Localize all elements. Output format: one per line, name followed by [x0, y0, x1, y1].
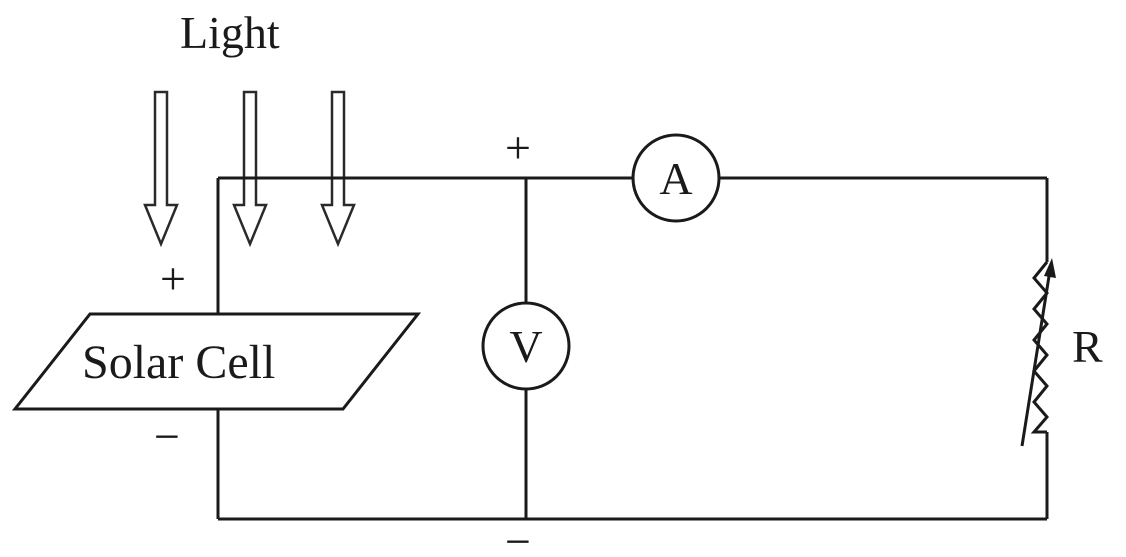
- resistor-label: R: [1072, 321, 1103, 372]
- ammeter: [633, 135, 719, 221]
- resistor-zigzag: [1034, 262, 1047, 432]
- light-arrow-2: [234, 92, 266, 244]
- solar-cell-label: Solar Cell: [82, 336, 276, 389]
- voltmeter-minus-sign: −: [505, 516, 531, 557]
- voltmeter-label: V: [509, 321, 543, 372]
- voltmeter: [483, 303, 569, 389]
- variable-resistor: [1022, 258, 1103, 446]
- solar-cell: [15, 314, 418, 409]
- cell-plus-sign: +: [160, 253, 186, 304]
- voltmeter-plus-sign: +: [505, 122, 531, 173]
- light-arrow-1: [145, 92, 177, 244]
- light-label: Light: [180, 7, 280, 58]
- ammeter-label: A: [659, 153, 693, 204]
- light-arrows: [145, 92, 354, 244]
- light-arrow-3: [322, 92, 354, 244]
- cell-minus-sign: −: [154, 411, 180, 462]
